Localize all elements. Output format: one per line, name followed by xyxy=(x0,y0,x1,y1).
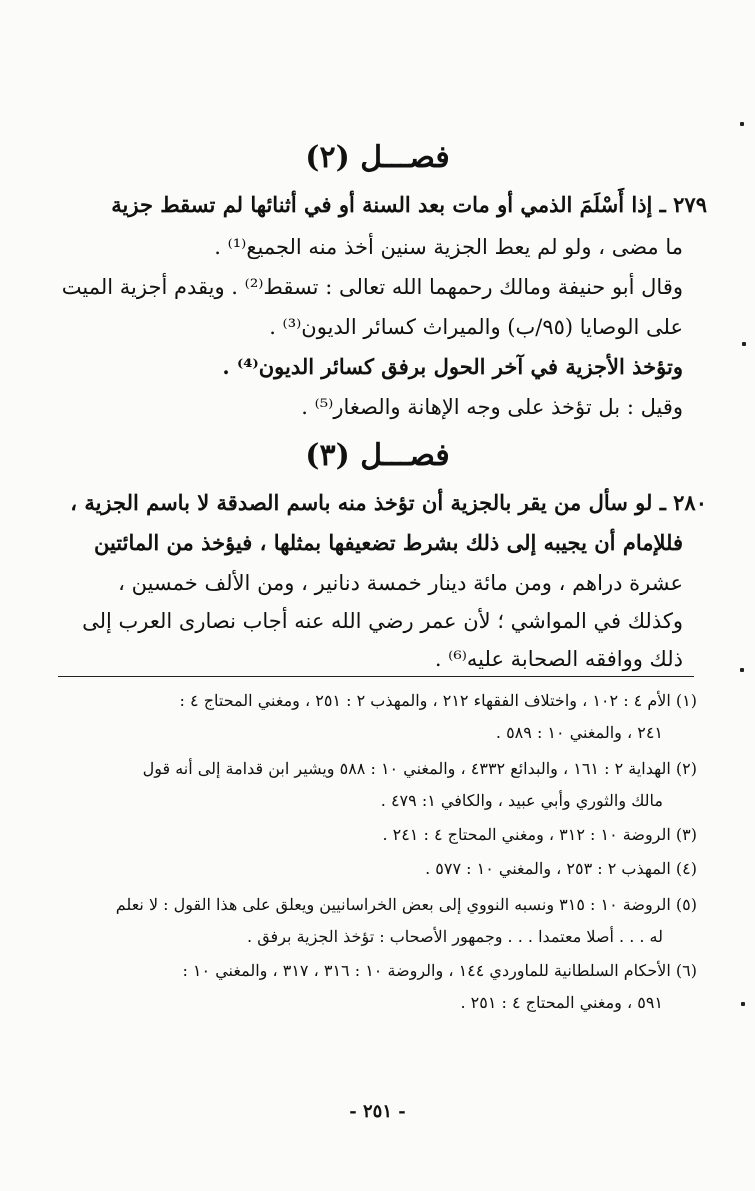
paragraph-line: ٢٧٩ ـ إذا أَسْلَمَ الذمي أو مات بعد السنة أو في أثنائها لم تسقط جزية xyxy=(111,192,707,217)
scan-speck xyxy=(742,342,746,346)
paragraph-line: وكذلك في المواشي ؛ لأن عمر رضي الله عنه أجاب نصارى العرب إلى xyxy=(82,609,683,633)
paragraph-line: ذلك ووافقه الصحابة عليه⁽⁶⁾ . xyxy=(434,647,683,671)
footnote-line: (٦) الأحكام السلطانية للماوردي ١٤٤ ، والروضة ١٠ : ٣١٦ ، ٣١٧ ، والمغني ١٠ : xyxy=(182,961,697,980)
scan-speck xyxy=(741,1002,745,1006)
paragraph-line: ما مضى ، ولو لم يعط الجزية سنين أخذ منه الجميع⁽¹⁾ . xyxy=(214,235,683,259)
footnote-line: (٥) الروضة ١٠ : ٣١٥ ونسبه النووي إلى بعض الخراسانيين ويعلق على هذا القول : لا نعلم xyxy=(115,895,697,914)
paragraph-line: على الوصايا (٩٥/ب) والميراث كسائر الديون⁽³⁾ . xyxy=(269,315,683,339)
scan-speck xyxy=(740,122,744,126)
scan-speck xyxy=(740,668,744,672)
page-number: - ٢٥١ - xyxy=(349,1101,406,1122)
paragraph-line: عشرة دراهم ، ومن مائة دينار خمسة دنانير ، ومن الألف خمسين ، xyxy=(118,571,683,595)
footnote-line: مالك والثوري وأبي عبيد ، والكافي ١: ٤٧٩ . xyxy=(380,791,663,810)
footnote-line: (١) الأم ٤ : ١٠٢ ، واختلاف الفقهاء ٢١٢ ، والمهذب ٢ : ٢٥١ ، ومغني المحتاج ٤ : xyxy=(179,691,697,710)
paragraph-line: وقيل : بل تؤخذ على وجه الإهانة والصغار⁽⁵⁾ . xyxy=(301,395,683,419)
section-heading: فصـــل (٣) xyxy=(305,438,450,473)
footnote-line: (٣) الروضة ١٠ : ٣١٢ ، ومغني المحتاج ٤ : ٢٤١ . xyxy=(382,825,697,844)
footnote-line: (٢) الهداية ٢ : ١٦١ ، والبدائع ٤٣٣٢ ، والمغني ١٠ : ٥٨٨ ويشير ابن قدامة إلى أنه قول xyxy=(142,759,697,778)
footnote-separator xyxy=(58,676,694,677)
footnote-line: ٥٩١ ، ومغني المحتاج ٤ : ٢٥١ . xyxy=(460,993,663,1012)
paragraph-line: وقال أبو حنيفة ومالك رحمهما الله تعالى : تسقط⁽²⁾ . ويقدم أجزية الميت xyxy=(61,275,683,299)
paragraph-line: فللإمام أن يجيبه إلى ذلك بشرط تضعيفها بمثلها ، فيؤخذ من المائتين xyxy=(93,530,683,555)
paragraph-line: ٢٨٠ ـ لو سأل من يقر بالجزية أن تؤخذ منه باسم الصدقة لا باسم الجزية ، xyxy=(70,490,707,515)
footnote-line: ٢٤١ ، والمغني ١٠ : ٥٨٩ . xyxy=(495,723,663,742)
footnote-line: له . . . أصلا معتمدا . . . وجمهور الأصحاب : تؤخذ الجزية برفق . xyxy=(247,927,663,946)
footnote-line: (٤) المهذب ٢ : ٢٥٣ ، والمغني ١٠ : ٥٧٧ . xyxy=(425,859,697,878)
paragraph-line: وتؤخذ الأجزية في آخر الحول برفق كسائر الديون⁽⁴⁾ . xyxy=(222,354,683,379)
section-heading: فصـــل (٢) xyxy=(305,140,450,175)
